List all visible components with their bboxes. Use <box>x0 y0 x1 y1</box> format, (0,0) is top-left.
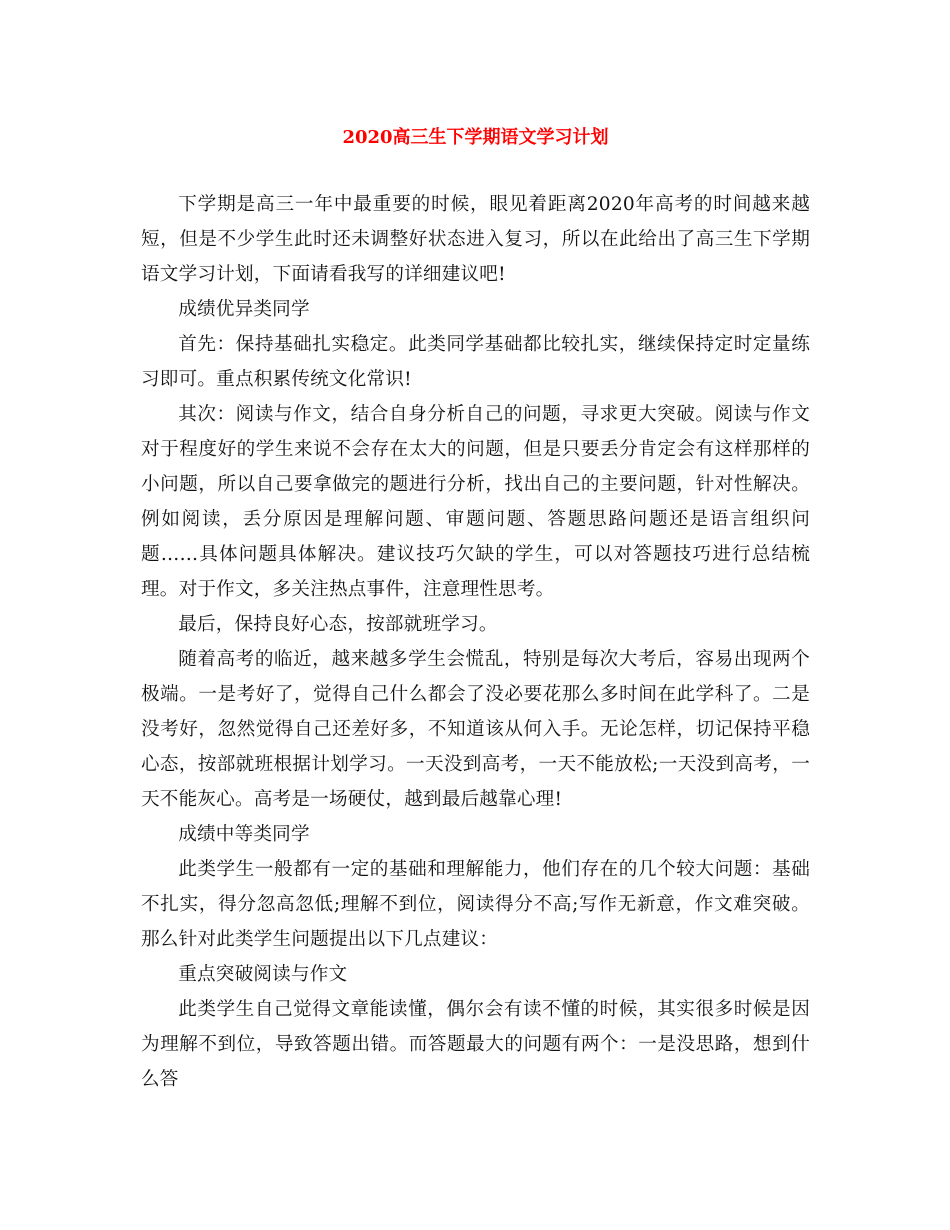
section-heading-reading-writing: 重点突破阅读与作文 <box>178 964 348 985</box>
paragraph-average-problems: 此类学生一般都有一定的基础和理解能力，他们存在的几个较大问题：基础不扎实，得分忽高忽低;理解不到位，阅读得分不高;写作无新意，作文难突破。那么针对此类学生问题提出以下几点建议： <box>141 859 810 950</box>
paragraph-second-point: 其次：阅读与作文，结合自身分析自己的问题，寻求更大突破。阅读与作文对于程度好的学生来说不会存在太大的问题，但是只要丢分肯定会有这样那样的小问题，所以自己要拿做完的题进行分析，找出自己的主要问题，针对性解决。例如阅读，丢分原因是理解问题、审题问题、答题思路问题还是语言组织问题……具体问题具体解决。建议技巧欠缺的学生，可以对答题技巧进行总结梳理。对于作文，多关注热点事件，注意理性思考。 <box>141 404 810 600</box>
paragraph-last-point: 最后，保持良好心态，按部就班学习。 <box>178 614 498 635</box>
section-heading-excellent-students: 成绩优异类同学 <box>178 299 310 320</box>
paragraph-first-point: 首先：保持基础扎实稳定。此类同学基础都比较扎实，继续保持定时定量练习即可。重点积累传统文化常识! <box>141 334 810 390</box>
paragraph-reading-comprehension: 此类学生自己觉得文章能读懂，偶尔会有读不懂的时候，其实很多时候是因为理解不到位，导致答题出错。而答题最大的问题有两个：一是没思路，想到什么答 <box>141 999 810 1090</box>
paragraph-mindset: 随着高考的临近，越来越多学生会慌乱，特别是每次大考后，容易出现两个极端。一是考好了，觉得自己什么都会了没必要花那么多时间在此学科了。二是没考好，忽然觉得自己还差好多，不知道该从何入手。无论怎样，切记保持平稳心态，按部就班根据计划学习。一天没到高考，一天不能放松;一天没到高考，一天不能灰心。高考是一场硬仗，越到最后越靠心理! <box>141 649 810 810</box>
paragraph-intro: 下学期是高三一年中最重要的时候，眼见着距离2020年高考的时间越来越短，但是不少学生此时还未调整好状态进入复习，所以在此给出了高三生下学期语文学习计划，下面请看我写的详细建议吧! <box>141 194 810 285</box>
section-heading-average-students: 成绩中等类同学 <box>178 824 310 845</box>
document-body <box>141 187 810 1097</box>
document-title: 2020高三生下学期语文学习计划 <box>342 127 609 148</box>
